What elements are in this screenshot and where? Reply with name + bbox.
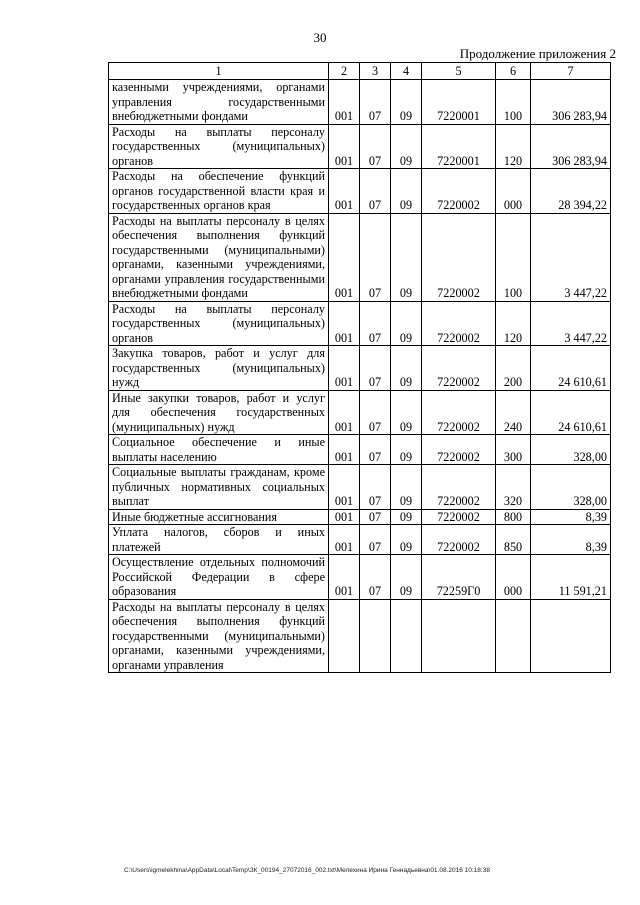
row-name: Осуществление отдельных полномочий Российской Федерации в сфере образования [109,555,329,600]
row-amount: 306 283,94 [531,80,611,125]
row-name: казенными учреждениями, органами управления государственными внебюджетными фондами [109,80,329,125]
row-name: Закупка товаров, работ и услуг для государственных (муниципальных) нужд [109,346,329,391]
row-csr: 7220002 [422,435,496,465]
row-ved: 001 [329,301,360,346]
row-pr: 09 [391,346,422,391]
row-ved: 001 [329,390,360,435]
row-amount: 3 447,22 [531,213,611,301]
col-header: 2 [329,63,360,80]
col-header: 5 [422,63,496,80]
row-ved: 001 [329,124,360,169]
row-vr [496,599,531,673]
row-ved: 001 [329,435,360,465]
row-amount: 24 610,61 [531,390,611,435]
row-amount: 8,39 [531,509,611,525]
table-row [109,599,611,673]
row-pr: 09 [391,525,422,555]
row-rz: 07 [360,301,391,346]
row-pr: 09 [391,390,422,435]
row-ved: 001 [329,509,360,525]
row-rz: 07 [360,213,391,301]
row-pr: 09 [391,301,422,346]
table-row [109,555,611,600]
row-name: Расходы на выплаты персоналу государственных (муниципальных) органов [109,124,329,169]
row-amount: 328,00 [531,435,611,465]
table-row [109,80,611,125]
row-csr: 7220002 [422,346,496,391]
row-ved: 001 [329,213,360,301]
row-name: Расходы на выплаты персоналу государственных (муниципальных) органов [109,301,329,346]
table-row [109,435,611,465]
row-name: Социальные выплаты гражданам, кроме публичных нормативных социальных выплат [109,465,329,510]
table-row [109,465,611,510]
row-vr: 120 [496,124,531,169]
table-row [109,390,611,435]
row-amount [531,599,611,673]
row-name: Социальное обеспечение и иные выплаты населению [109,435,329,465]
continuation-label: Продолжение приложения 2 [459,46,616,61]
row-amount: 28 394,22 [531,169,611,214]
row-vr: 300 [496,435,531,465]
col-header: 1 [109,63,329,80]
row-rz: 07 [360,465,391,510]
row-vr: 000 [496,555,531,600]
col-header: 3 [360,63,391,80]
table-row [109,124,611,169]
row-rz [360,599,391,673]
row-ved: 001 [329,465,360,510]
header-row [109,63,611,80]
row-rz: 07 [360,509,391,525]
row-amount: 328,00 [531,465,611,510]
row-vr: 320 [496,465,531,510]
row-name: Расходы на выплаты персоналу в целях обеспечения выполнения функций государственными (муниципальными) органами, казенными учреждениями, органами управления [109,599,329,673]
page-number: 30 [313,30,327,45]
table-row [109,301,611,346]
row-amount: 3 447,22 [531,301,611,346]
row-rz: 07 [360,525,391,555]
row-csr [422,599,496,673]
budget-table [108,62,611,673]
row-vr: 240 [496,390,531,435]
row-name: Расходы на обеспечение функций органов государственной власти края и государственных органов края [109,169,329,214]
col-header: 4 [391,63,422,80]
row-name: Расходы на выплаты персоналу в целях обеспечения выполнения функций государственными (муниципальными) органами, казенными учреждениями, органами управления государственными внебюджетными фондами [109,213,329,301]
file-path-footer: C:\Users\igmelekhina\AppData\Local\Temp\ЗК_00194_27072016_002.txt\Мелехина Ирина Геннадьевна\01.08.2016 10:18:38 [124,867,490,874]
row-vr: 100 [496,213,531,301]
row-rz: 07 [360,555,391,600]
row-pr: 09 [391,435,422,465]
row-pr: 09 [391,169,422,214]
row-csr: 7220002 [422,301,496,346]
row-csr: 72259Г0 [422,555,496,600]
row-ved: 001 [329,555,360,600]
row-ved: 001 [329,346,360,391]
row-vr: 850 [496,525,531,555]
col-header: 6 [496,63,531,80]
row-pr: 09 [391,80,422,125]
row-rz: 07 [360,80,391,125]
row-rz: 07 [360,390,391,435]
row-rz: 07 [360,124,391,169]
row-name: Иные закупки товаров, работ и услуг для обеспечения государственных (муниципальных) нужд [109,390,329,435]
row-csr: 7220002 [422,213,496,301]
row-vr: 200 [496,346,531,391]
row-amount: 11 591,21 [531,555,611,600]
row-csr: 7220002 [422,390,496,435]
row-amount: 8,39 [531,525,611,555]
row-ved: 001 [329,80,360,125]
table-row [109,169,611,214]
col-header: 7 [531,63,611,80]
row-vr: 800 [496,509,531,525]
row-name: Уплата налогов, сборов и иных платежей [109,525,329,555]
row-rz: 07 [360,435,391,465]
row-pr: 09 [391,555,422,600]
row-csr: 7220002 [422,509,496,525]
row-csr: 7220001 [422,124,496,169]
row-ved: 001 [329,169,360,214]
row-pr: 09 [391,124,422,169]
row-amount: 24 610,61 [531,346,611,391]
row-ved: 001 [329,525,360,555]
row-pr [391,599,422,673]
row-vr: 100 [496,80,531,125]
row-rz: 07 [360,169,391,214]
table-row [109,346,611,391]
row-pr: 09 [391,509,422,525]
row-ved [329,599,360,673]
table-row [109,213,611,301]
table-row [109,509,611,525]
row-csr: 7220002 [422,169,496,214]
row-pr: 09 [391,465,422,510]
row-rz: 07 [360,346,391,391]
row-vr: 000 [496,169,531,214]
row-vr: 120 [496,301,531,346]
table-row [109,525,611,555]
row-pr: 09 [391,213,422,301]
row-csr: 7220002 [422,525,496,555]
row-name: Иные бюджетные ассигнования [109,509,329,525]
row-csr: 7220002 [422,465,496,510]
row-csr: 7220001 [422,80,496,125]
row-amount: 306 283,94 [531,124,611,169]
